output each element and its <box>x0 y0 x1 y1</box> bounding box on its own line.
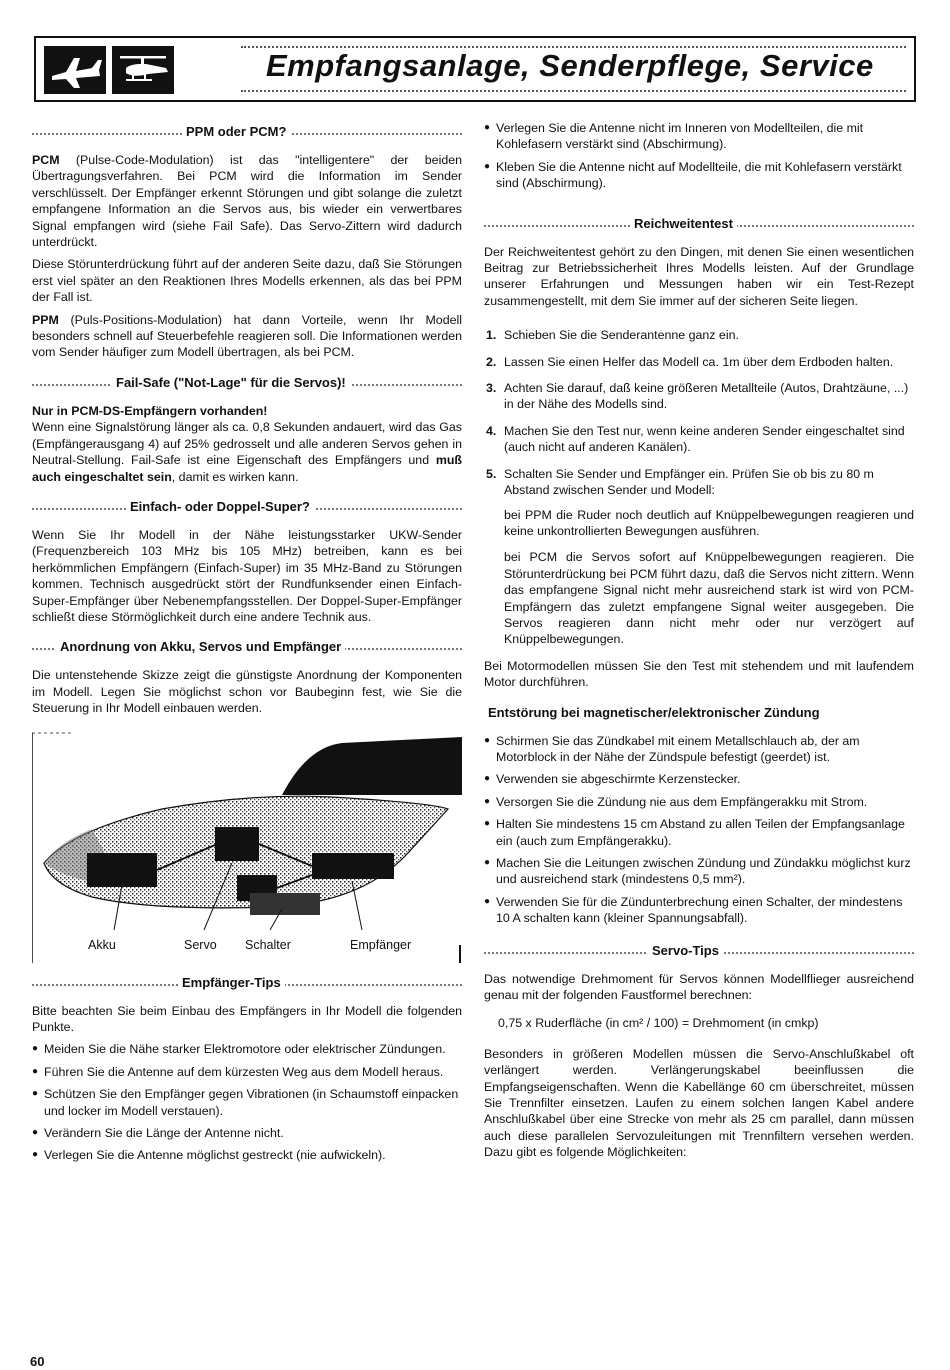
formula: 0,75 x Ruderfläche (in cm² / 100) = Drehmoment (in cmkp) <box>498 1016 819 1031</box>
list-item: ● Halten Sie mindestens 15 cm Abstand zu allen Teilen der Empfangsanlage ein (auch zum Empfängerakku). <box>484 816 914 849</box>
list-item: ● Führen Sie die Antenne auf dem kürzesten Weg aus dem Modell heraus. <box>32 1064 462 1080</box>
paragraph: Der Reichweitentest gehört zu den Dingen, mit denen Sie einen wesentlichen Beitrag zur Betriebssicherheit Ihres Modells leisten. Auf der Grundlage unserer Erfahrungen und Messungen haben wir ein Test-Rezept zusammengestellt, mit dem Sie immer auf der sicheren Seite liegen. <box>484 244 914 308</box>
diagram-label-empfaenger: Empfänger <box>350 937 412 952</box>
paragraph: Nur in PCM-DS-Empfängern vorhanden! <box>32 403 268 418</box>
section-heading <box>32 375 462 395</box>
paragraph: bei PCM die Servos sofort auf Knüppelbewegungen reagieren. Die Störunterdrückung bei PCM führt dazu, daß die Servos nicht zittern. Wenn das empfangene Signal nicht mehr ausreichend stark ist wird von PCM-Empfängern das zuletzt empfangene Signal weiter ausgegeben. Die Servos reagieren dann nicht mehr oder nur verzögert auf Knüppelbewegungen. <box>504 550 914 647</box>
section-heading <box>32 975 462 995</box>
paragraph: Das notwendige Drehmoment für Servos können Modellflieger ausreichend genau mit der folgenden Faustformel berechnen: <box>484 971 914 1003</box>
component-layout-diagram <box>32 725 462 965</box>
schalter-block <box>250 893 320 915</box>
heading-servo-tips: Servo-Tips <box>648 943 723 959</box>
left-column <box>32 120 462 1170</box>
list-item: 2. Lassen Sie einen Helfer das Modell ca. 1m über dem Erdboden halten. <box>486 354 894 369</box>
heading-anordnung: Anordnung von Akku, Servos und Empfänger <box>56 639 345 655</box>
paragraph: Bei Motormodellen müssen Sie den Test mit stehendem und mit laufendem Motor durchführen. <box>484 658 914 690</box>
numbered-list <box>484 327 914 498</box>
paragraph: Besonders in größeren Modellen müssen die Servo-Anschlußkabel oft verlängert werden. Verlängerungskabel beeinflussen die Empfangseigenschaften. Wenn die Kabellänge 60 cm überschreitet, müssen Sie Trennfilter einsetzen. Laufen zu einem solchen langen Kabel andere Anschlußkabel über eine Strecke von mehr als 25 cm parallel, dann müssen auch diese parallelen Servozuleitungen mit Trennfiltern versehen werden. Dazu gibt es folgende Möglichkeiten: <box>484 1046 914 1160</box>
paragraph: PCM (Pulse-Code-Modulation) ist das "intelligentere" der beiden Übertragungsverfahren. Bei PCM wird die Information im Sender verschlüsselt. Der Empfänger erkennt Störungen und gibt solange die zuletzt empfangene Information an die Servos aus, bis wieder ein verwertbares Signal empfangen wird (siehe Fail Safe). Das Servo-Zittern wird dadurch unterdrückt. <box>32 153 462 250</box>
section-heading <box>484 943 914 963</box>
helicopter-icon <box>112 46 174 94</box>
list-item: 4. Machen Sie den Test nur, wenn keine anderen Sender eingeschaltet sind (auch nicht auf anderen Kanälen). <box>486 423 905 455</box>
list-item: ● Kleben Sie die Antenne nicht auf Modellteile, die mit Kohlefasern verstärkt sind (Abschirmung). <box>484 159 914 192</box>
heading-entstoerung: Entstörung bei magnetischer/elektronischer Zündung <box>484 705 824 721</box>
heading-ppm-pcm: PPM oder PCM? <box>182 124 290 140</box>
diagram-label-servo: Servo <box>184 937 217 952</box>
page-number: 60 <box>30 1354 45 1369</box>
list-item: ● Verlegen Sie die Antenne nicht im Inneren von Modellteilen, die mit Kohlefasern verstärkt sind (Abschirmung). <box>484 120 914 153</box>
bullet-list <box>484 120 914 192</box>
list-item: 1. Schieben Sie die Senderantenne ganz ein. <box>486 328 739 343</box>
paragraph: bei PPM die Ruder noch deutlich auf Knüppelbewegungen reagieren und keine unkontrollierten Bewegungen ausführen. <box>504 507 914 538</box>
heading-einfach-doppel-super: Einfach- oder Doppel-Super? <box>126 499 314 515</box>
servo-block-1 <box>215 827 259 861</box>
list-item: 5. Schalten Sie Sender und Empfänger ein. Prüfen Sie ob bis zu 80 m Abstand zwischen Sender und Modell: <box>486 466 874 498</box>
list-item: ● Verwenden sie abgeschirmte Kerzenstecker. <box>484 771 914 787</box>
section-heading <box>32 124 462 144</box>
list-item: ● Schützen Sie den Empfänger gegen Vibrationen (in Schaumstoff einpacken und locker im Modell verstauen). <box>32 1086 462 1119</box>
list-item: ● Verwenden Sie für die Zündunterbrechung einen Schalter, der mindestens 10 A schalten kann (kleiner Spannungsabfall). <box>484 894 914 927</box>
paragraph: Wenn Sie Ihr Modell in der Nähe leistungsstarker UKW-Sender (Frequenzbereich 103 MHz bis 105 MHz) betreiben, kann es bei herkömmlichen Empfängern (Einfach-Super) im 35 MHz-Band zu Störungen kommen. Technisch ausgedrückt stört der Rundfunksender einen Einfach-Super-Empfänger über Nebenempfangsstellen. Der Doppel-Super-Empfänger schließt diese Störmöglichkeit durch eine andere Technik aus. <box>32 527 462 624</box>
paragraph: Die untenstehende Skizze zeigt die günstigste Anordnung der Komponenten im Modell. Legen Sie möglichst schon vor Baubeginn fest, wie Sie die Steuerung in Ihr Modell einbauen werden. <box>32 668 462 716</box>
fuselage-tail <box>282 737 462 795</box>
bullet-list <box>32 1041 462 1163</box>
list-item: ● Schirmen Sie das Zündkabel mit einem Metallschlauch ab, der am Motorblock in der Nähe der Zündspule befestigt (geerdet) ist. <box>484 733 914 766</box>
section-heading <box>32 499 462 519</box>
header-dotted-line <box>241 90 906 94</box>
section-heading <box>484 705 914 725</box>
list-item: ● Verändern Sie die Länge der Antenne nicht. <box>32 1125 462 1141</box>
akku-block <box>87 853 157 887</box>
paragraph: Wenn eine Signalstörung länger als ca. 0,8 Sekunden andauert, wird das Gas (Empfängerausgang 4) auf 25% gedrosselt und alle anderen Servos gehen in Neutral-Stellung. Fail-Safe ist eine Eigenschaft des Empfängers und muß auch eingeschaltet sein, damit es wirken kann. <box>32 420 462 484</box>
heading-fail-safe: Fail-Safe ("Not-Lage" für die Servos)! <box>112 375 350 391</box>
list-item: ● Verlegen Sie die Antenne möglichst gestreckt (nie aufwickeln). <box>32 1147 462 1163</box>
paragraph: PPM (Puls-Positions-Modulation) hat dann Vorteile, wenn Ihr Modell besonders schnell auf Steuerbefehle reagieren soll. Die Informationen werden vom Sender häufiger zum Modell übertragen, als bei PCM. <box>32 312 462 360</box>
heading-empfaenger-tips: Empfänger-Tips <box>178 975 285 991</box>
heading-reichweitentest: Reichweitentest <box>630 216 737 232</box>
airplane-icon <box>44 46 106 94</box>
list-item: ● Machen Sie die Leitungen zwischen Zündung und Zündakku möglichst kurz und ausreichend stark (mindestens 0,5 mm²). <box>484 855 914 888</box>
list-item: ● Versorgen Sie die Zündung nie aus dem Empfängerakku mit Strom. <box>484 794 914 810</box>
paragraph: Diese Störunterdrückung führt auf der anderen Seite dazu, daß Sie Störungen erst viel später an den Reaktionen Ihres Modells erkennen, als das bei PPM der Fall ist. <box>32 257 462 305</box>
section-heading <box>32 639 462 659</box>
bullet-list <box>484 733 914 927</box>
diagram-label-akku: Akku <box>88 937 116 952</box>
diagram-label-schalter: Schalter <box>245 937 291 952</box>
page-title: Empfangsanlage, Senderpflege, Service <box>266 48 874 83</box>
list-item: 3. Achten Sie darauf, daß keine größeren Metallteile (Autos, Drahtzäune, ...) in der Nähe des Modells sind. <box>486 381 909 412</box>
empfaenger-block <box>312 853 394 879</box>
page-header <box>34 36 916 102</box>
list-item: ● Meiden Sie die Nähe starker Elektromotore oder elektrischer Zündungen. <box>32 1041 462 1057</box>
section-heading <box>484 216 914 236</box>
right-column <box>484 120 914 1167</box>
paragraph: Bitte beachten Sie beim Einbau des Empfängers in Ihr Modell die folgenden Punkte. <box>32 1003 462 1034</box>
